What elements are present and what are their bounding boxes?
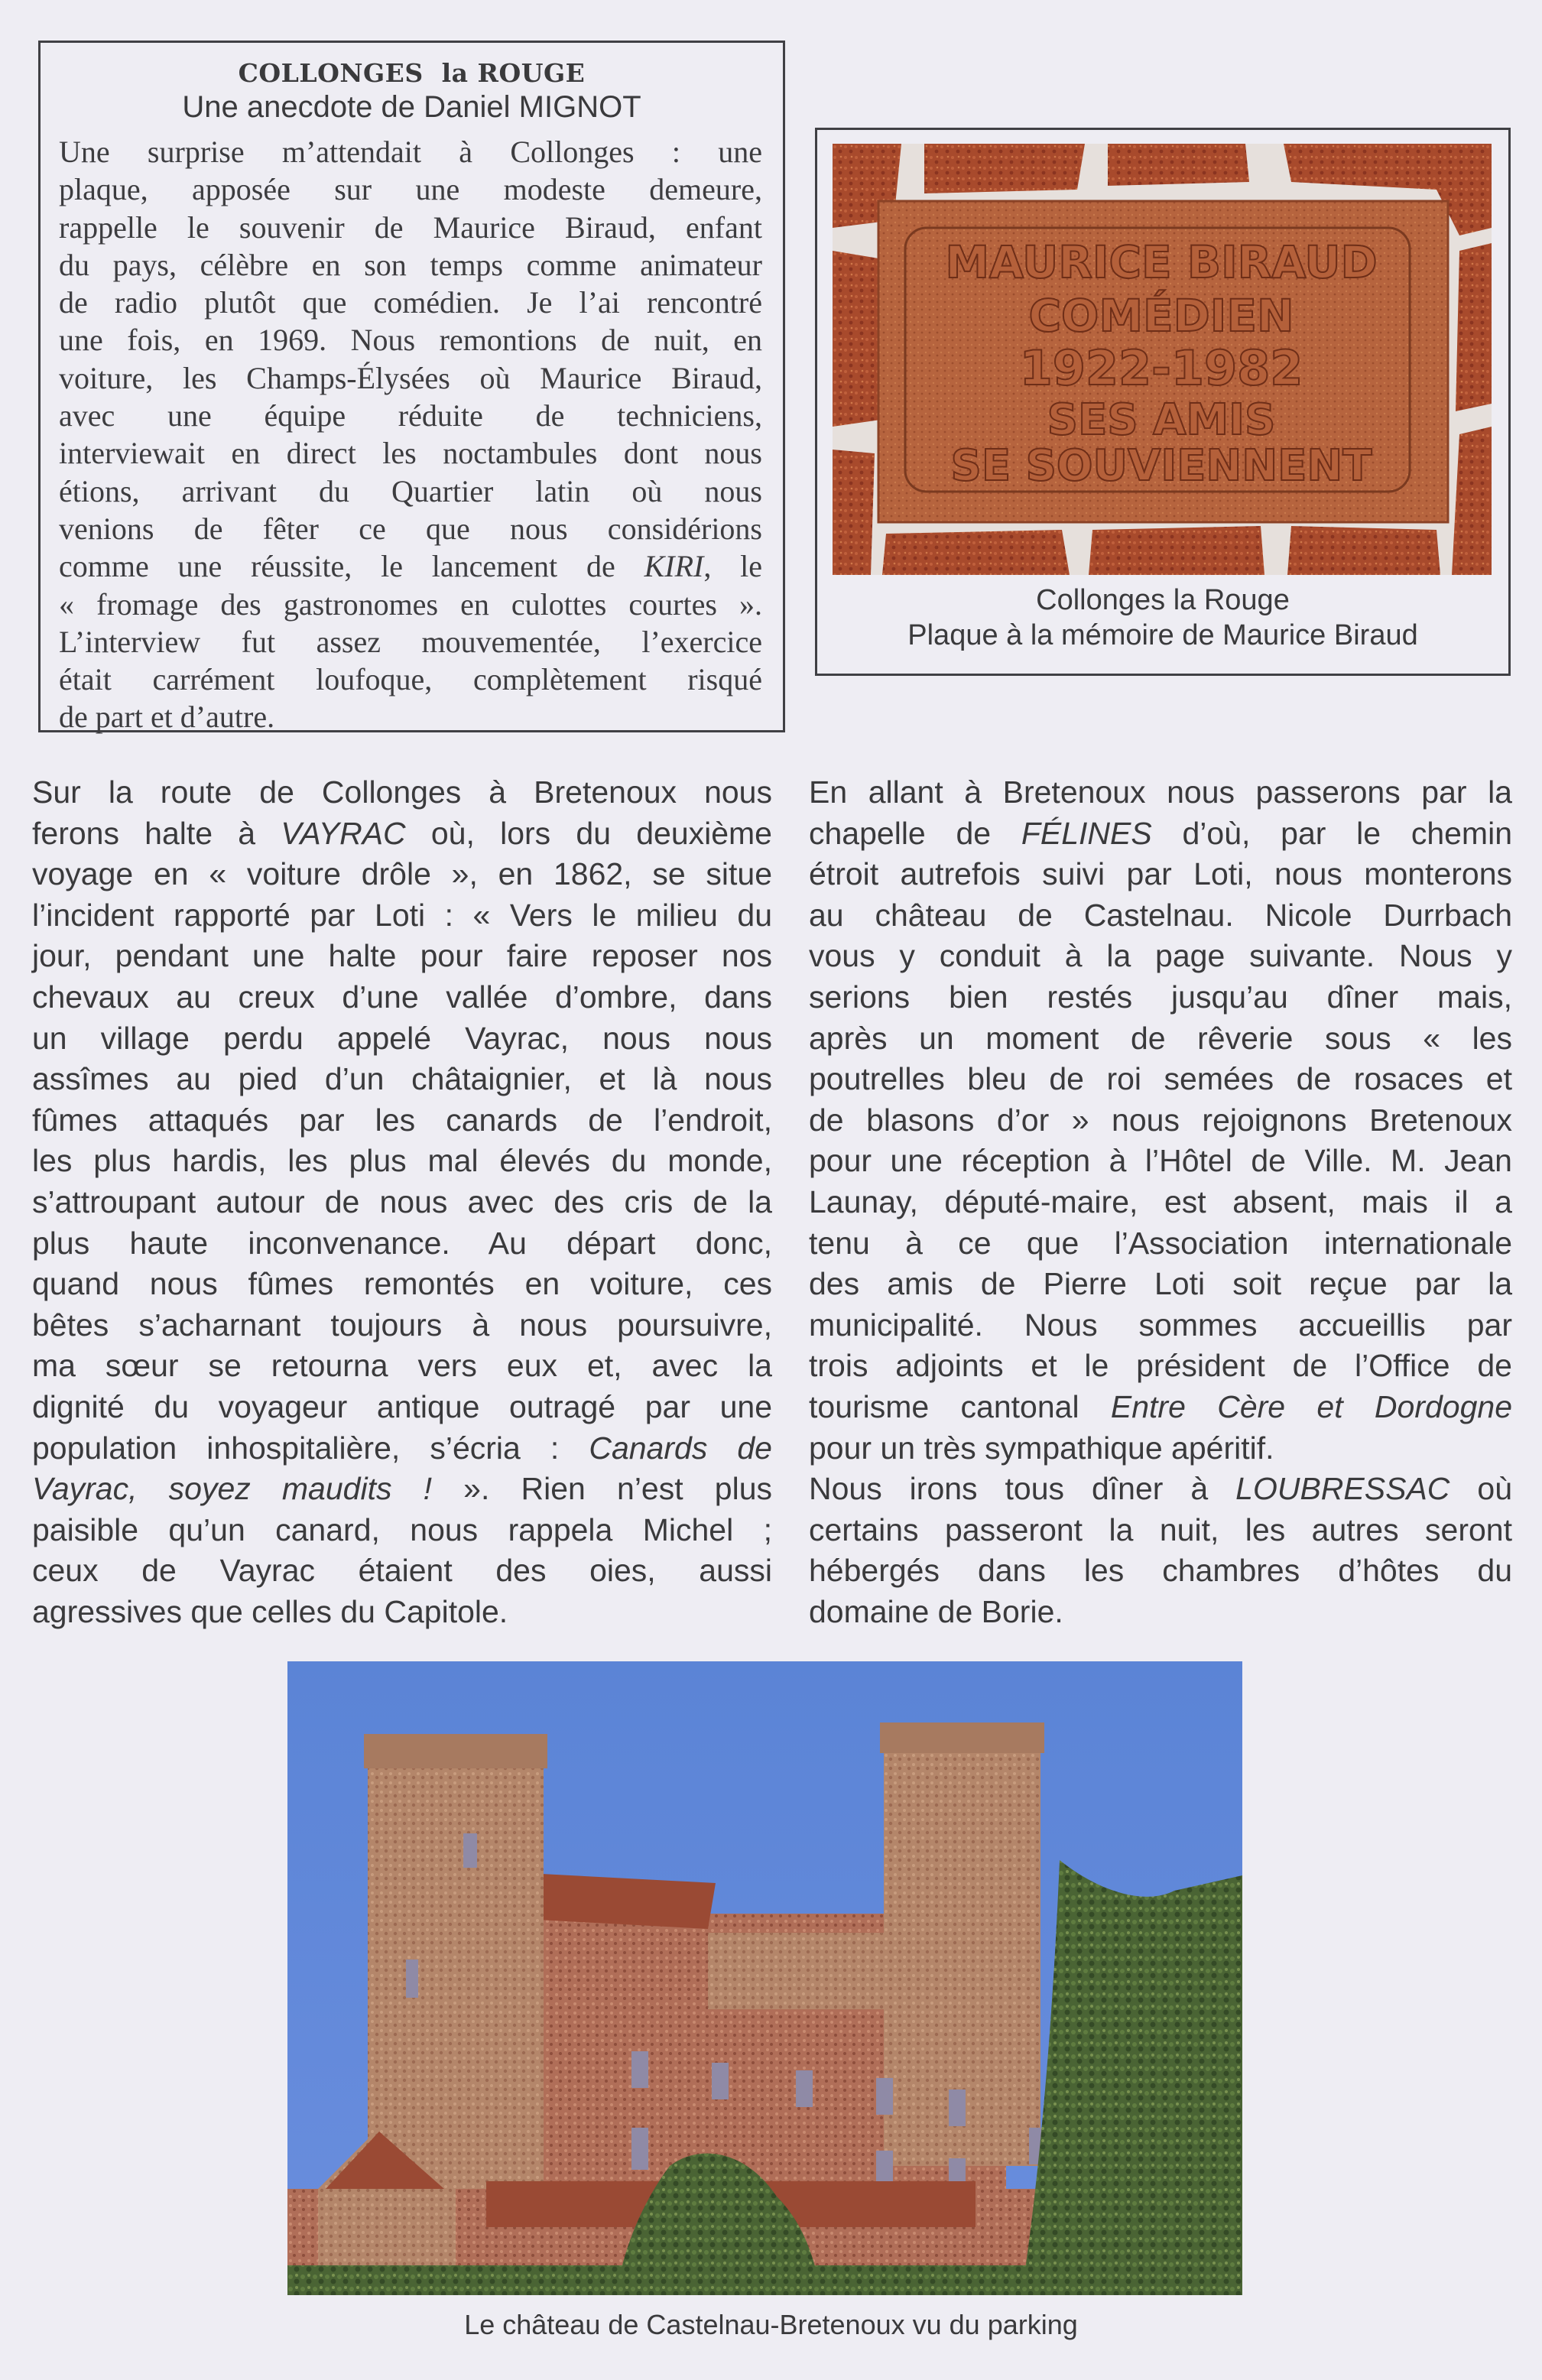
kiri-brand: KIRI	[644, 549, 704, 584]
text-line: poutrelles bleu de roi semées de rosaces et	[809, 1061, 1512, 1097]
text-line: quand nous fûmes remontés en voiture, ces	[32, 1266, 772, 1302]
anecdote-line: étions, arrivant du Quartier latin où nous	[59, 473, 762, 508]
text-line: serions bien restés jusqu’au dîner mais,	[809, 979, 1512, 1015]
brick	[1456, 243, 1492, 411]
text-line: bêtes s’acharnant toujours à nous poursuivre,	[32, 1307, 772, 1343]
anecdote-line: était carrément loufoque, complètement risqué	[59, 662, 762, 697]
anecdote-line: « fromage des gastronomes en culottes courtes ».	[59, 586, 762, 622]
castle-square-tower-crenellation	[880, 1722, 1044, 1753]
anecdote-line: de part et d’autre.	[59, 700, 275, 735]
brick	[833, 450, 875, 575]
text-line: En allant à Bretenoux nous passerons par la	[809, 774, 1512, 810]
text-line	[809, 813, 1512, 855]
plaque-caption	[817, 583, 1508, 653]
text-line: ma sœur se retourna vers eux et, avec la	[32, 1348, 772, 1384]
anecdote-line: avec une équipe réduite de techniciens,	[59, 398, 762, 433]
italic-segment: Vayrac, soyez maudits !	[32, 1471, 433, 1507]
text-line: jour, pendant une halte pour faire reposer nos	[32, 938, 772, 974]
text-line	[809, 1387, 1512, 1428]
text-line: trois adjoints et le président de l’Office de	[809, 1348, 1512, 1384]
text-segment: où	[1449, 1471, 1512, 1507]
text-line: au château de Castelnau. Nicole Durrbach	[809, 897, 1512, 933]
text-line: chevaux au creux d’une vallée d’ombre, dans	[32, 979, 772, 1015]
brick	[924, 144, 1085, 193]
anecdote-box	[38, 41, 785, 735]
text-line: agressives que celles du Capitole.	[32, 1593, 508, 1629]
text-line: assîmes au pied d’un châtaignier, et là nous	[32, 1061, 772, 1097]
text-line: Launay, député-maire, est absent, mais il a	[809, 1184, 1512, 1219]
text-line: voyage en « voiture drôle », en 1862, se situe	[32, 856, 772, 892]
text-line: un village perdu appelé Vayrac, nous nous	[32, 1020, 772, 1056]
anecdote-line: du pays, célèbre en son temps comme animateur	[59, 247, 762, 282]
italic-segment: FÉLINES	[1021, 815, 1152, 851]
text-line: de blasons d’or » nous rejoignons Bretenoux	[809, 1102, 1512, 1138]
anecdote-line: de radio plutôt que comédien. Je l’ai rencontré	[59, 285, 762, 320]
plaque-line-name: MAURICE BIRAUD	[945, 236, 1378, 288]
castle-caption: Le château de Castelnau-Bretenoux vu du parking	[464, 2309, 1078, 2340]
anecdote-line-tail: , le	[703, 549, 763, 584]
text-line: pour une réception à l’Hôtel de Ville. M. Jean	[809, 1143, 1512, 1179]
anecdote-line: rappelle le souvenir de Maurice Biraud, enfant	[59, 209, 762, 245]
text-line: domaine de Borie.	[809, 1593, 1063, 1629]
anecdote-line: venions de fêter ce que nous considérions	[59, 511, 762, 546]
text-line: des amis de Pierre Loti soit reçue par la	[809, 1266, 1512, 1302]
text-line: hébergés dans les chambres d’hôtes du	[809, 1553, 1512, 1589]
text-segment: où, lors du deuxième	[405, 815, 772, 851]
plaque-photo	[833, 144, 1492, 575]
text-line: Sur la route de Collonges à Bretenoux nous	[32, 774, 772, 810]
text-line	[809, 1469, 1512, 1510]
anecdote-line	[59, 547, 762, 585]
plaque-line-dates: 1922-1982	[1019, 340, 1303, 396]
left-column-text	[32, 772, 772, 1632]
anecdote-title: COLLONGES la ROUGE	[238, 58, 586, 88]
text-line: pour un très sympathique apéritif.	[809, 1430, 1274, 1466]
text-segment: chapelle de	[809, 815, 1021, 851]
anecdote-line: plaque, apposée sur une modeste demeure,	[59, 172, 762, 207]
text-line	[32, 1469, 772, 1510]
italic-segment: VAYRAC	[281, 815, 406, 851]
text-segment: population inhospitalière, s’écria :	[32, 1430, 589, 1466]
text-line: s’attroupant autour de nous avec des cris de la	[32, 1184, 772, 1219]
text-segment: tourisme cantonal	[809, 1388, 1111, 1424]
plaque-line-profession: COMÉDIEN	[1028, 290, 1294, 342]
text-line: dignité du voyageur antique outragé par une	[32, 1388, 772, 1424]
italic-segment: Entre Cère et Dordogne	[1110, 1388, 1512, 1424]
anecdote-line: interviewait en direct les noctambules dont nous	[59, 436, 762, 471]
anecdote-subtitle: Une anecdote de Daniel MIGNOT	[182, 90, 641, 124]
text-line: l’incident rapporté par Loti : « Vers le milieu du	[32, 897, 772, 933]
right-column-text	[809, 772, 1512, 1632]
brick	[882, 530, 1070, 575]
text-line: tenu à ce que l’Association internationale	[809, 1225, 1512, 1261]
plaque-line-remember: SE SOUVIENNENT	[950, 441, 1372, 491]
castle-image	[287, 1661, 1242, 2295]
text-line: plus haute inconvenance. Au départ donc,	[32, 1225, 772, 1261]
anecdote-line: L’interview fut assez mouvementée, l’exercice	[59, 624, 762, 659]
plaque-caption-line1: Collonges la Rouge	[1036, 584, 1290, 616]
anecdote-body	[59, 133, 762, 736]
text-segment: d’où, par le chemin	[1151, 815, 1512, 851]
anecdote-line: voiture, les Champs-Élysées où Maurice Biraud,	[59, 360, 762, 395]
brick	[1108, 144, 1249, 186]
text-line: fûmes attaqués par les canards de l’endroit,	[32, 1102, 772, 1138]
plaque-figure	[815, 128, 1511, 676]
text-segment: Nous irons tous dîner à	[809, 1471, 1236, 1507]
text-line: ceux de Vayrac étaient des oies, aussi	[32, 1553, 772, 1589]
anecdote-line-text: comme une réussite, le lancement de	[59, 549, 615, 584]
anecdote-line: Une surprise m’attendait à Collonges : une	[59, 135, 762, 169]
text-line	[32, 1428, 772, 1469]
text-line: municipalité. Nous sommes accueillis par	[809, 1307, 1512, 1343]
castle-photo	[287, 1661, 1242, 2295]
plaque-image	[833, 144, 1492, 575]
text-segment: ferons halte à	[32, 815, 281, 851]
italic-segment: Canards de	[589, 1430, 772, 1466]
text-segment: ». Rien n’est plus	[432, 1471, 772, 1507]
bushes	[287, 2265, 1242, 2295]
text-line	[32, 813, 772, 855]
text-line: paisible qu’un canard, nous rappela Michel ;	[32, 1511, 772, 1547]
text-line: après un moment de rêverie sous « les	[809, 1020, 1512, 1056]
castle-round-tower-crenellation	[364, 1734, 547, 1768]
anecdote-line: une fois, en 1969. Nous remontions de nuit, en	[59, 323, 762, 358]
italic-segment: LOUBRESSAC	[1235, 1471, 1450, 1507]
brick	[1089, 526, 1264, 575]
brick	[1287, 526, 1440, 575]
text-line: les plus hardis, les plus mal élevés du monde,	[32, 1143, 772, 1179]
text-line: vous y conduit à la page suivante. Nous y	[809, 938, 1512, 974]
text-line: certains passeront la nuit, les autres seront	[809, 1511, 1512, 1547]
plaque-line-friends: SES AMIS	[1047, 395, 1276, 445]
plaque-caption-line2: Plaque à la mémoire de Maurice Biraud	[907, 619, 1418, 651]
text-line: étroit autrefois suivi par Loti, nous monterons	[809, 856, 1512, 892]
